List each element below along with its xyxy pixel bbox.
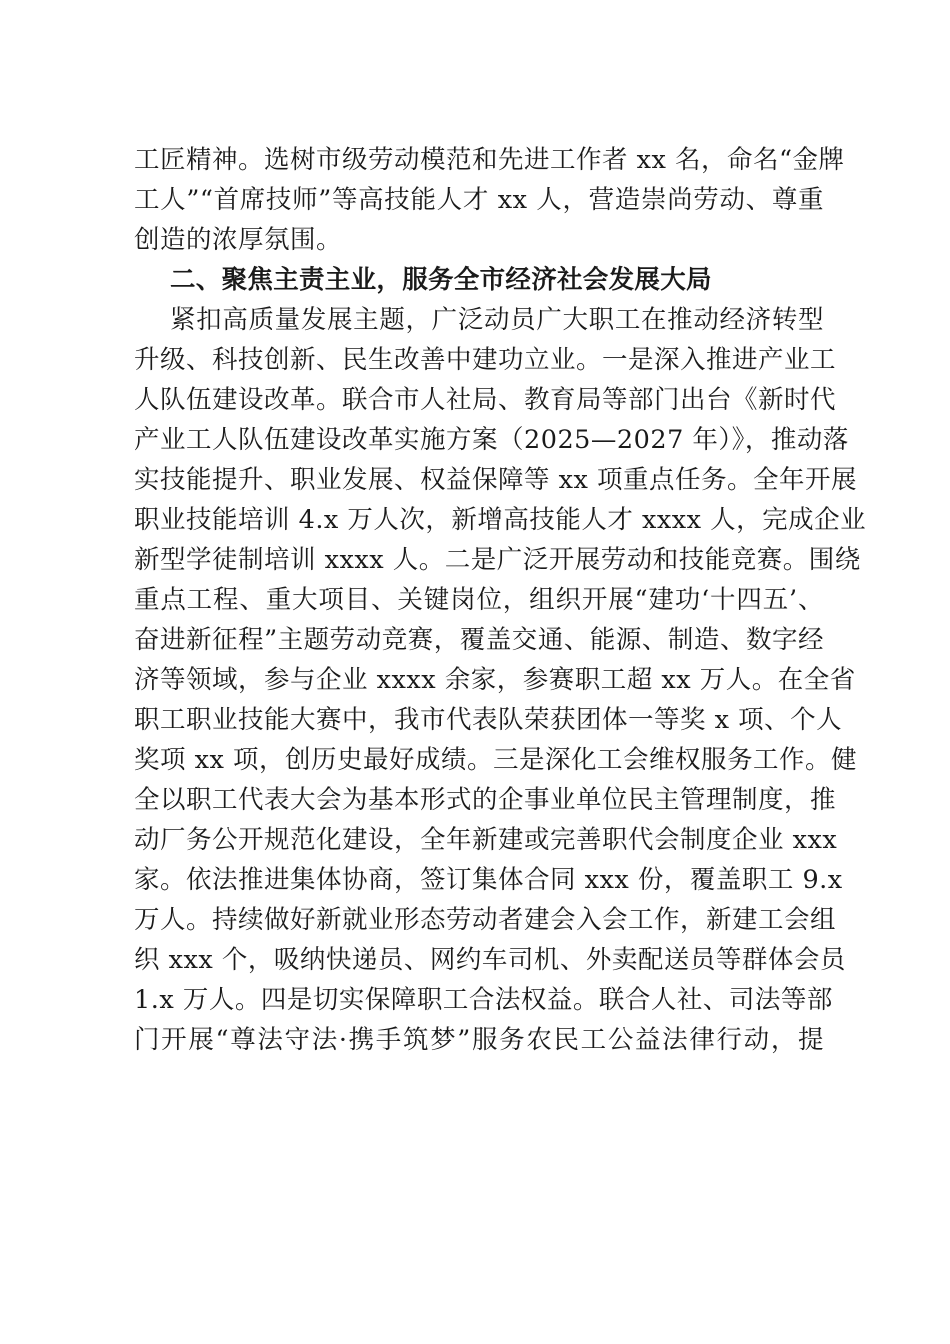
- section-heading: 二、聚焦主责主业，服务全市经济社会发展大局: [170, 265, 712, 295]
- text-line: 工人”“首席技师”等高技能人才 xx 人，营造崇尚劳动、尊重: [134, 185, 824, 215]
- text-line: 门开展“尊法守法·携手筑梦”服务农民工公益法律行动，提: [134, 1025, 824, 1055]
- text-line: 奋进新征程”主题劳动竞赛，覆盖交通、能源、制造、数字经: [134, 625, 824, 655]
- text-line: 产业工人队伍建设改革实施方案（2025—2027 年）》，推动落: [134, 425, 849, 455]
- document-body: [134, 140, 867, 1060]
- text-line: 织 xxx 个，吸纳快递员、网约车司机、外卖配送员等群体会员: [134, 945, 846, 975]
- text-line: 1.x 万人。四是切实保障职工合法权益。联合人社、司法等部: [134, 985, 833, 1015]
- text-line: 职业技能培训 4.x 万人次，新增高技能人才 xxxx 人，完成企业: [134, 505, 867, 535]
- text-line: 全以职工代表大会为基本形式的企事业单位民主管理制度，推: [134, 785, 837, 815]
- text-line: 创造的浓厚氛围。: [134, 225, 343, 255]
- text-line: 升级、科技创新、民生改善中建功立业。一是深入推进产业工: [134, 345, 837, 375]
- text-line: 工匠精神。选树市级劳动模范和先进工作者 xx 名，命名“金牌: [134, 145, 845, 175]
- text-line: 家。依法推进集体协商，签订集体合同 xxx 份，覆盖职工 9.x: [134, 865, 843, 895]
- text-line: 万人。持续做好新就业形态劳动者建会入会工作，新建工会组: [134, 905, 837, 935]
- text-line: 职工职业技能大赛中，我市代表队荣获团体一等奖 x 项、个人: [134, 705, 843, 735]
- text-line: 重点工程、重大项目、关键岗位，组织开展“建功‘十四五’、: [134, 585, 824, 615]
- text-line: 紧扣高质量发展主题，广泛动员广大职工在推动经济转型: [170, 305, 824, 335]
- text-line: 动厂务公开规范化建设，全年新建或完善职代会制度企业 xxx: [134, 825, 838, 855]
- text-line: 实技能提升、职业发展、权益保障等 xx 项重点任务。全年开展: [134, 465, 857, 495]
- text-line: 人队伍建设改革。联合市人社局、教育局等部门出台《新时代: [134, 385, 837, 415]
- text-line: 新型学徒制培训 xxxx 人。二是广泛开展劳动和技能竞赛。围绕: [134, 545, 861, 575]
- text-line: 奖项 xx 项，创历史最好成绩。三是深化工会维权服务工作。健: [134, 745, 857, 775]
- text-line: 济等领域，参与企业 xxxx 余家，参赛职工超 xx 万人。在全省: [134, 665, 856, 695]
